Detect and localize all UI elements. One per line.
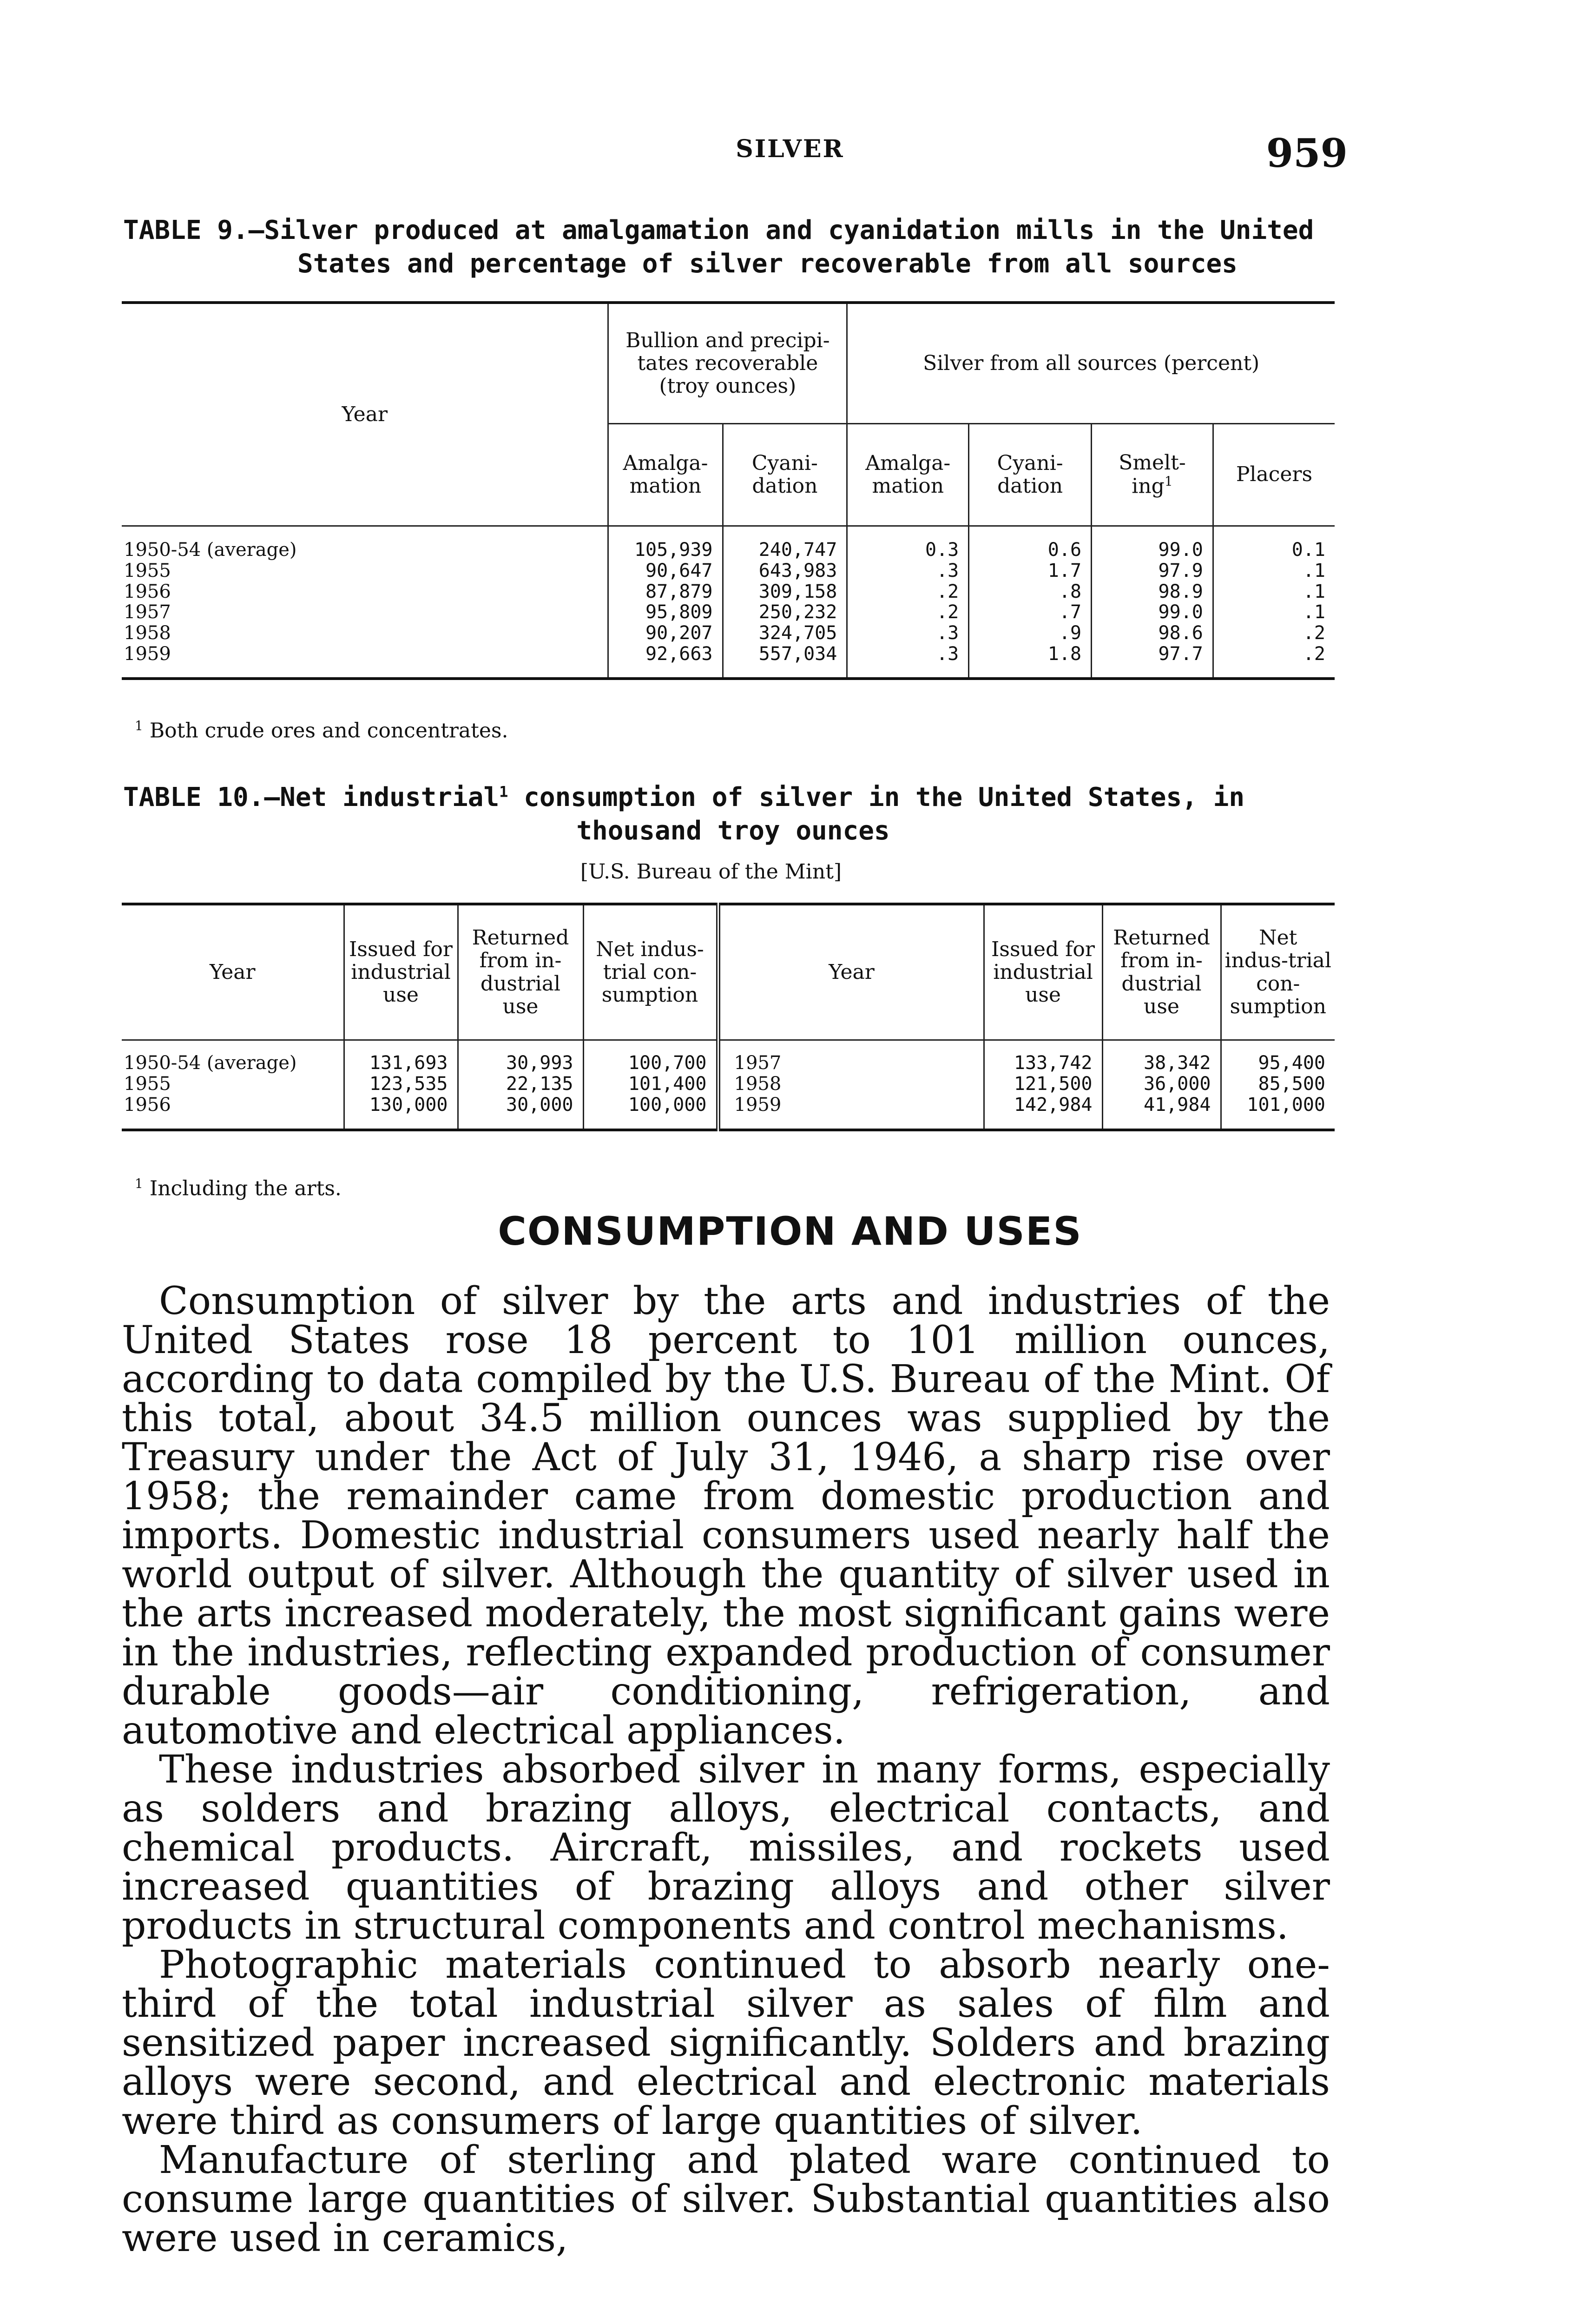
returned: 22,135 [458,1074,583,1095]
cyanidation-oz: 557,034 [723,644,847,665]
net-consumption: 95,400 [1221,1053,1335,1074]
paragraph-1: Consumption of silver by the arts and industries of the United States rose 18 percent to 101 million ounces, according to data compiled by the U.S. Bureau of the Mint. Of this total, about 34.5 million ounces was supplied by the Treasury under the Act of July 31, 1946, a sharp rise over 1958; the remainder came from domestic production and imports. Domestic industrial consumers used nearly half the world output of silver. Although the quantity of silver used in the arts increased moderately, the most significant gains were in the industries, reflecting expanded production of consumer durable goods—air conditioning, refrigeration, and automotive and electrical appliances. [122,1279,1330,1753]
table-row [122,1053,1335,1074]
table10-title-note: 1 [499,783,508,801]
placers-pct: .1 [1213,581,1335,602]
amalgamation-oz: 87,879 [608,581,723,602]
year: 1950-54 (average) [124,540,297,561]
amalgamation-oz: 90,207 [608,623,723,644]
paragraph-3: Photographic materials continued to absorb nearly one-third of the total industrial silver as sales of film and sensitized paper increased significantly. Solders and brazing alloys were second, and electrical and electronic materials were third as consumers of large quantities of silver. [122,1943,1330,2143]
amalgamation-pct: .3 [847,644,969,665]
table9-footnote [135,718,508,743]
table9-title-line2: States and percentage of silver recoverable from all sources [297,248,1238,279]
table10-caption [123,781,1343,847]
table-row [122,581,1335,602]
year: 1955 [124,560,171,581]
table9-title-line1: —Silver produced at amalgamation and cyanidation mills in the United [248,215,1314,245]
cyanidation-pct: 1.7 [969,561,1092,581]
amalgamation-oz: 92,663 [608,644,723,665]
table9-sub-smelting [1092,423,1213,526]
cyanidation-pct: 1.8 [969,644,1092,665]
table-row [122,1074,1335,1095]
table10-footnote-mark: 1 [135,1176,143,1191]
year: 1958 [124,623,171,644]
smelting-pct: 97.9 [1092,561,1213,581]
table9-col-year: Year [122,303,608,526]
table10-col-returned-right: Returned from in-dustrial use [1102,904,1221,1040]
amalgamation-oz: 95,809 [608,602,723,623]
amalgamation-pct: .3 [847,623,969,644]
page-number: 959 [1266,130,1348,176]
cyanidation-pct: 0.6 [969,540,1092,561]
cyanidation-pct: .7 [969,602,1092,623]
year: 1957 [124,602,171,623]
returned: 30,993 [458,1053,583,1074]
smelting-pct: 98.6 [1092,623,1213,644]
table9-group-bullion: Bullion and precipi-tates recoverable (troy ounces) [608,303,847,423]
table9-sub-cyanidation-pct: Cyani-dation [969,423,1092,526]
placers-pct: .2 [1213,623,1335,644]
table9-group-all-sources: Silver from all sources (percent) [847,303,1335,423]
table9-sub-placers: Placers [1213,423,1335,526]
table-row [122,644,1335,665]
table10-col-year-right: Year [718,904,984,1040]
issued: 130,000 [344,1095,458,1116]
net-consumption: 101,400 [583,1074,718,1095]
cyanidation-oz: 309,158 [723,581,847,602]
table9-caption [123,214,1343,280]
amalgamation-pct: 0.3 [847,540,969,561]
issued: 142,984 [984,1095,1102,1116]
table9-sub-smelting-label: Smelt-ing [1119,450,1186,498]
net-consumption: 85,500 [1221,1074,1335,1095]
year: 1958 [718,1074,984,1095]
returned: 30,000 [458,1095,583,1116]
smelting-pct: 97.7 [1092,644,1213,665]
table9-sub-amalgamation: Amalga-mation [608,423,723,526]
placers-pct: .2 [1213,644,1335,665]
table10-label: TABLE 10. [123,782,264,812]
table9-footnote-text: Both crude ores and concentrates. [149,719,508,743]
section-heading: CONSUMPTION AND USES [498,1208,1082,1254]
year: 1959 [124,643,171,665]
table9-sub-cyanidation: Cyani-dation [723,423,847,526]
issued: 121,500 [984,1074,1102,1095]
table10 [122,903,1335,1131]
returned: 38,342 [1102,1053,1221,1074]
table10-col-year-left: Year [122,904,344,1040]
running-head: SILVER [736,135,844,163]
table-row [122,561,1335,581]
cyanidation-pct: .8 [969,581,1092,602]
table9 [122,301,1335,680]
table-row [122,1095,1335,1116]
amalgamation-pct: .2 [847,602,969,623]
table10-source: [U.S. Bureau of the Mint] [580,860,842,884]
table10-title-line1b: consumption of silver in the United States, in [508,782,1245,812]
paragraph-2: These industries absorbed silver in many forms, especially as solders and brazing alloys, electrical contacts, and chemical products. Aircraft, missiles, and rockets used increased quantities of brazing alloys and other silver products in structural components and control mechanisms. [122,1748,1330,1948]
table10-title-line1a: —Net industrial [264,782,500,812]
table-row [122,540,1335,561]
year: 1956 [124,581,171,602]
amalgamation-pct: .3 [847,561,969,581]
paragraph-4: Manufacture of sterling and plated ware continued to consume large quantities of silver. Substantial quantities also were used in ceramics, [122,2138,1330,2260]
table9-label: TABLE 9. [123,215,249,245]
placers-pct: .1 [1213,602,1335,623]
net-consumption: 100,700 [583,1053,718,1074]
issued: 123,535 [344,1074,458,1095]
amalgamation-pct: .2 [847,581,969,602]
smelting-pct: 99.0 [1092,540,1213,561]
table9-sub-smelting-note: 1 [1164,474,1173,489]
net-consumption: 101,000 [1221,1095,1335,1116]
table10-col-returned-left: Returned from in-dustrial use [458,904,583,1040]
table-row [122,602,1335,623]
year: 1957 [718,1053,984,1074]
returned: 41,984 [1102,1095,1221,1116]
cyanidation-oz: 250,232 [723,602,847,623]
net-consumption: 100,000 [583,1095,718,1116]
table10-col-net-right: Net indus-trial con-sumption [1221,904,1335,1040]
cyanidation-pct: .9 [969,623,1092,644]
amalgamation-oz: 105,939 [608,540,723,561]
body-text [122,1279,1330,2260]
issued: 131,693 [344,1053,458,1074]
table10-footnote [135,1176,342,1201]
year: 1955 [124,1073,171,1095]
cyanidation-oz: 643,983 [723,561,847,581]
year: 1956 [124,1094,171,1116]
table9-sub-amalgamation-pct: Amalga-mation [847,423,969,526]
table10-col-issued-right: Issued for industrial use [984,904,1102,1040]
table10-col-issued-left: Issued for industrial use [344,904,458,1040]
smelting-pct: 99.0 [1092,602,1213,623]
placers-pct: 0.1 [1213,540,1335,561]
cyanidation-oz: 324,705 [723,623,847,644]
table9-footnote-mark: 1 [135,718,143,733]
amalgamation-oz: 90,647 [608,561,723,581]
placers-pct: .1 [1213,561,1335,581]
smelting-pct: 98.9 [1092,581,1213,602]
table-row [122,623,1335,644]
year: 1959 [718,1095,984,1116]
issued: 133,742 [984,1053,1102,1074]
year: 1950-54 (average) [124,1053,297,1074]
table10-title-line2: thousand troy ounces [576,815,890,846]
table10-footnote-text: Including the arts. [149,1176,342,1201]
returned: 36,000 [1102,1074,1221,1095]
cyanidation-oz: 240,747 [723,540,847,561]
table10-col-net-left: Net indus-trial con-sumption [583,904,718,1040]
